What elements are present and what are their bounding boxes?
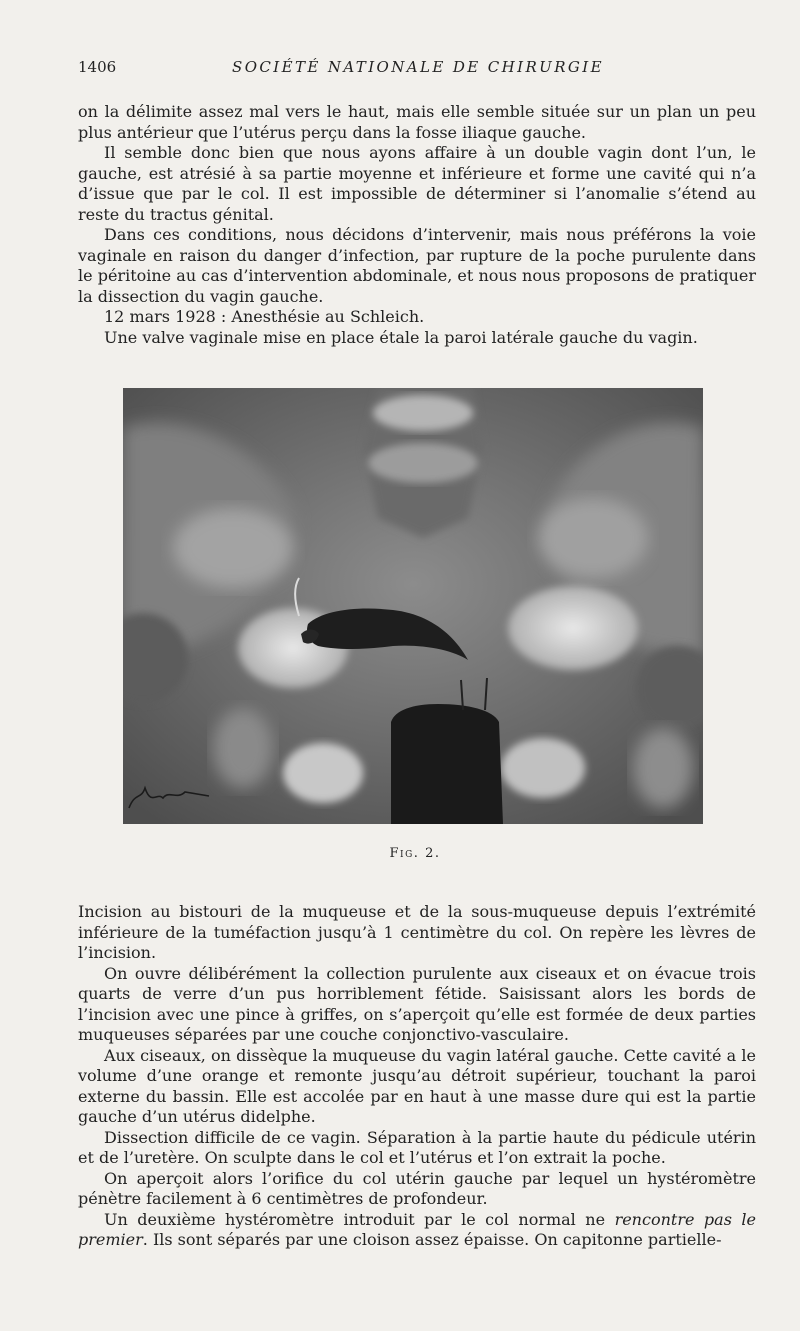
body-text-top xyxy=(78,102,756,348)
paragraph: on la délimite assez mal vers le haut, mais elle semble située sur un plan un peu plus antérieur que l’utérus perçu dans la fosse iliaque gauche. xyxy=(78,102,756,142)
paragraph: On ouvre délibérément la collection purulente aux ciseaux et on évacue trois quarts de verre d’un pus horriblement fétide. Saisissant alors les bords de l’incision avec une pince à griffes, on s’aperçoit qu’elle est formée de deux parties muqueuses séparées par une couche conjonctivo-vasculaire. xyxy=(78,963,756,1044)
page-number: 1406 xyxy=(78,58,117,76)
running-title: SOCIÉTÉ NATIONALE DE CHIRURGIE xyxy=(232,58,604,76)
paragraph-text: Un deuxième hystéromètre introduit par le col normal ne xyxy=(104,1209,615,1229)
paragraph: Incision au bistouri de la muqueuse et de la sous-muqueuse depuis l’extrémité inférieure de la tuméfaction jusqu’à 1 centimètre du col. On repère les lèvres de l’incision. xyxy=(78,902,756,962)
caption-number: 2. xyxy=(425,846,441,861)
paragraph: Une valve vaginale mise en place étale la paroi latérale gauche du vagin. xyxy=(104,327,698,347)
page-header xyxy=(78,58,758,82)
caption-label: Fig. xyxy=(389,846,420,861)
xray-figure xyxy=(123,388,703,824)
paragraph: 12 mars 1928 : Anesthésie au Schleich. xyxy=(104,307,425,326)
paragraph: Dans ces conditions, nous décidons d’intervenir, mais nous préférons la voie vaginale en raison du danger d’infection, par rupture de la poche purulente dans le péritoine au cas d’intervention abdominale, et nous nous proposons de pratiquer la dissection du vagin gauche. xyxy=(78,225,756,306)
figure-caption xyxy=(0,846,800,861)
paragraph: Il semble donc bien que nous ayons affaire à un double vagin dont l’un, le gauche, est atrésié à sa partie moyenne et inférieure et forme une cavité qui n’a d’issue que par le col. Il est impossible de déterminer si l’anomalie s’étend au reste du tractus génital. xyxy=(78,143,756,224)
paragraph: On aperçoit alors l’orifice du col utérin gauche par lequel un hystéromètre pénètre facilement à 6 centimètres de profondeur. xyxy=(78,1168,756,1208)
paragraph-emphasis: rencontre pas le premier xyxy=(78,1209,756,1249)
paragraph: Dissection difficile de ce vagin. Séparation à la partie haute du pédicule utérin et de l’uretère. On sculpte dans le col et l’utérus et l’on extrait la poche. xyxy=(78,1127,756,1167)
paragraph-last xyxy=(78,1210,756,1251)
xray-image xyxy=(123,388,703,824)
paragraph: Aux ciseaux, on dissèque la muqueuse du vagin latéral gauche. Cette cavité a le volume d’une orange et remonte jusqu’au détroit supérieur, touchant la paroi externe du bassin. Elle est accolée par en haut à une masse dure qui est la partie gauche d’un utérus didelphe. xyxy=(78,1045,756,1126)
paragraph-text: . Ils sont séparés par une cloison assez épaisse. On capitonne partielle- xyxy=(142,1230,722,1249)
body-text-bottom xyxy=(78,902,756,1251)
